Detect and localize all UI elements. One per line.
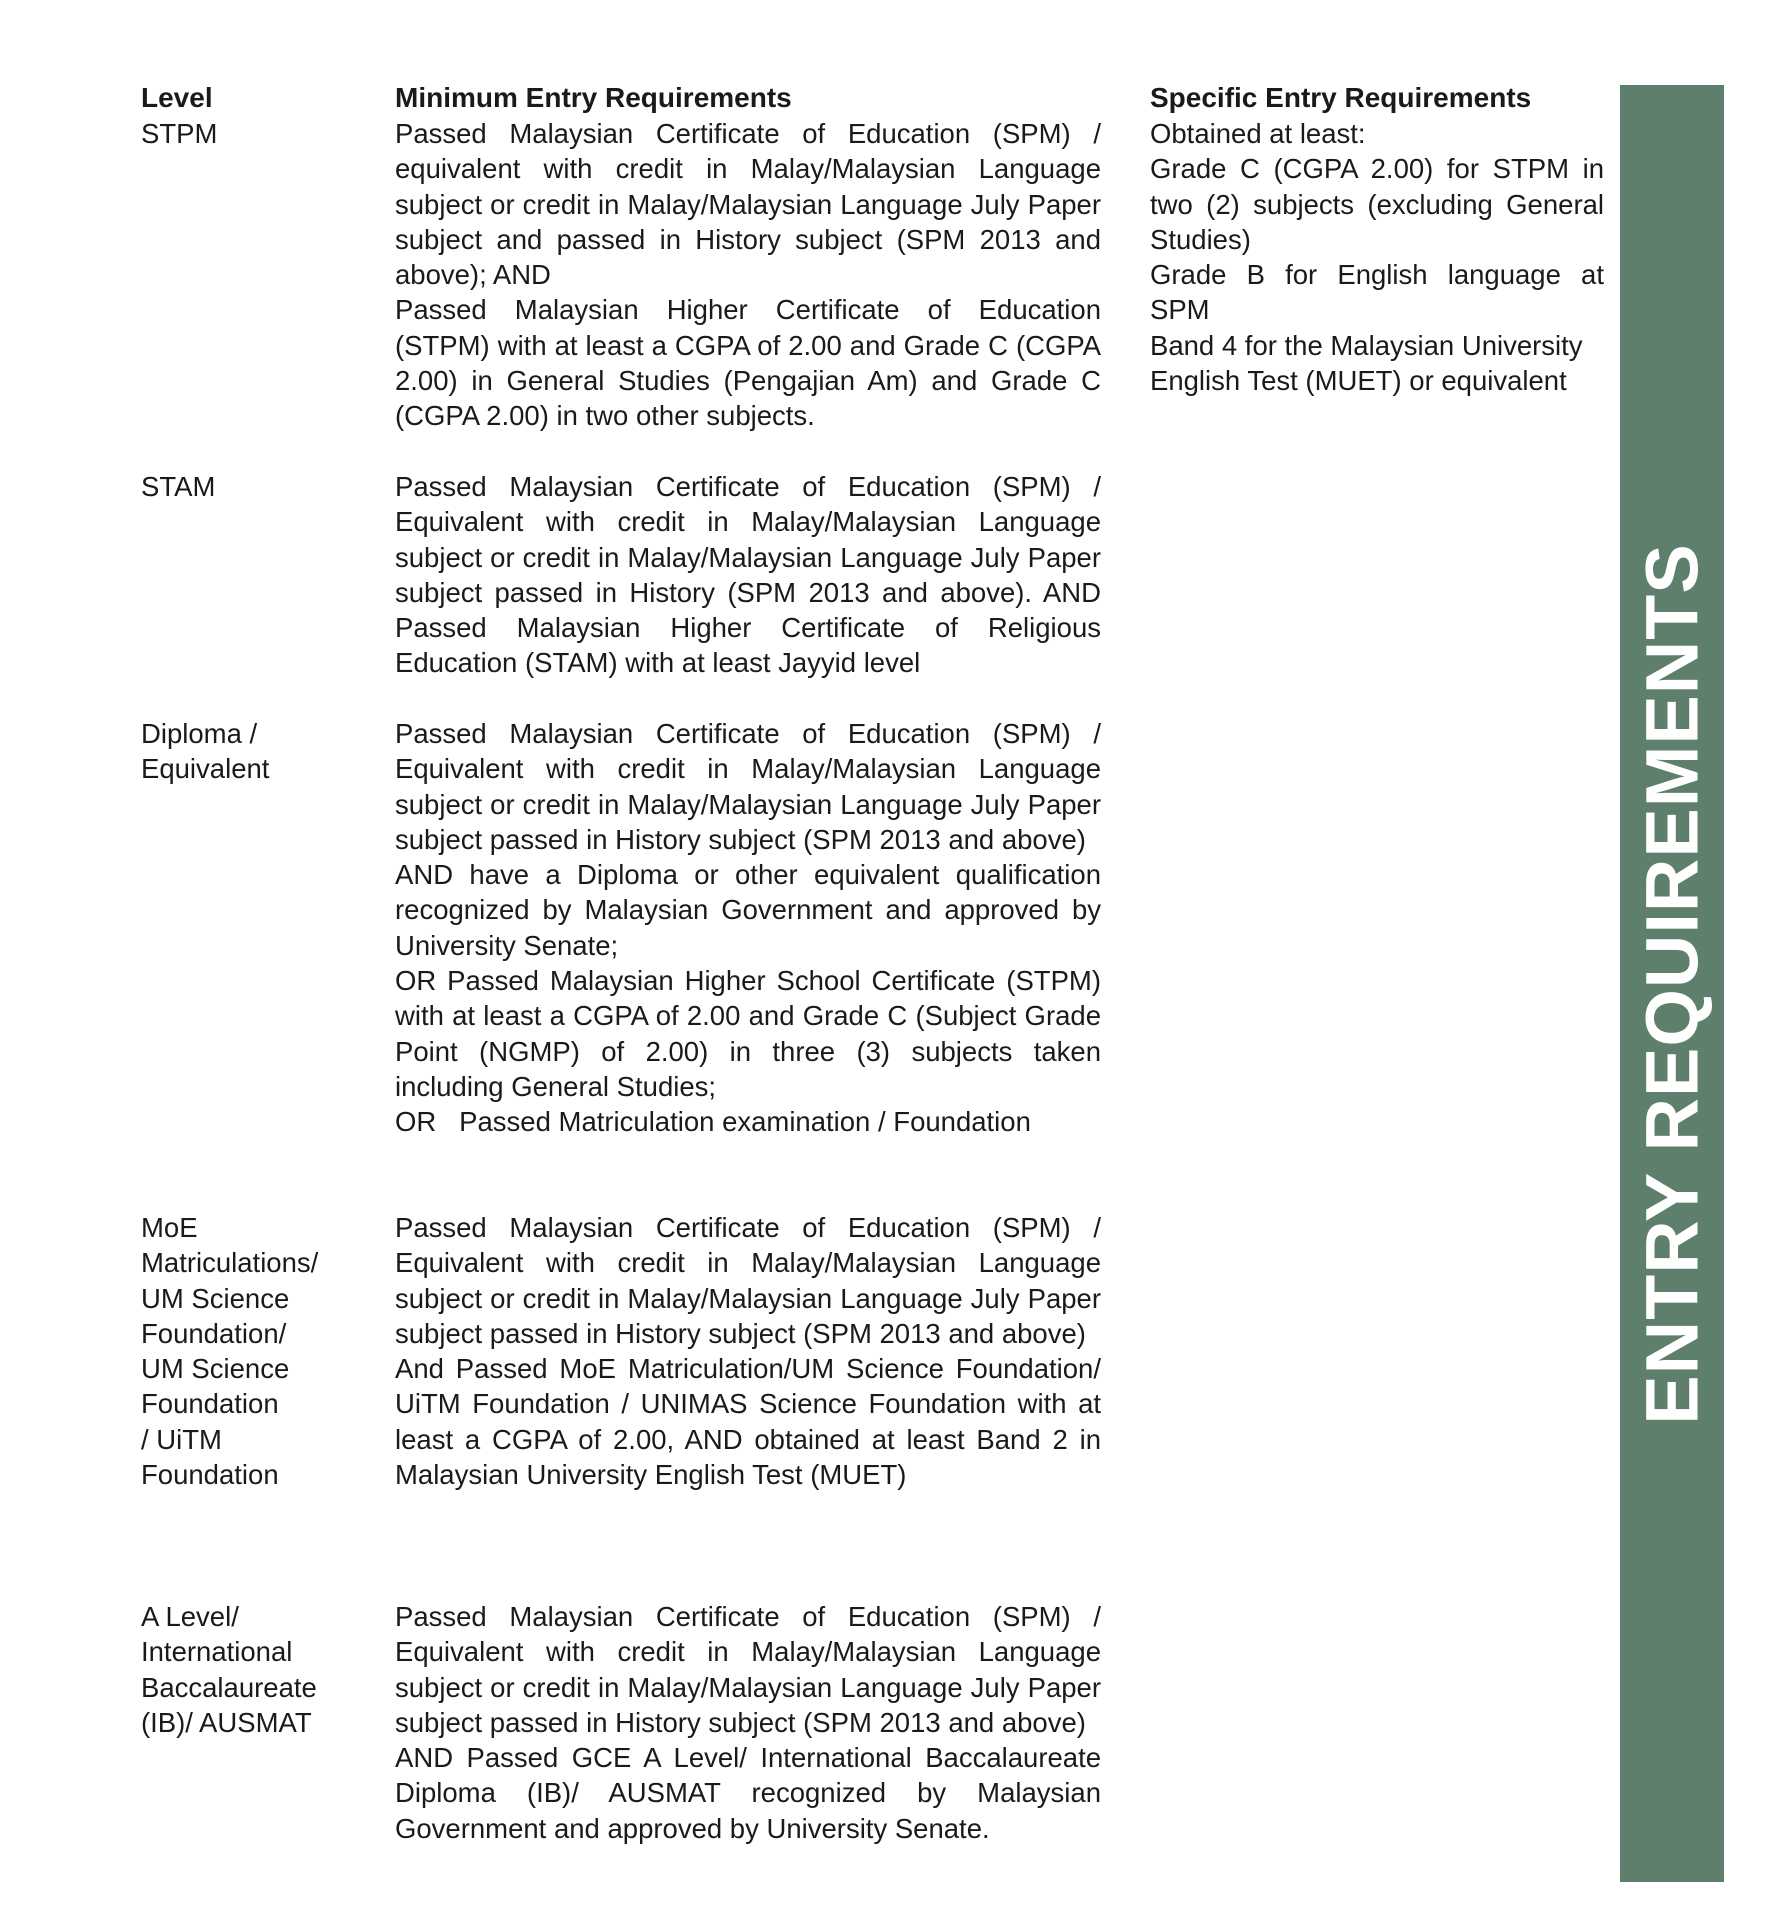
level-label: A Level/ International Baccalaureate (IB)/ AUSMAT (141, 1601, 317, 1738)
requirement-paragraph: Passed Malaysian Certificate of Education (SPM) / equivalent with credit in Malay/Malaysian Language subject or credit in Malay/Malaysian Language July Paper subject and passed in History subject (SPM 2013 and above); AND (395, 118, 1101, 291)
requirement-paragraph: AND have a Diploma or other equivalent qualification recognized by Malaysian Government and approved by University Senate; (395, 859, 1101, 961)
specific-requirement-item: Grade B for English language at SPM (1150, 259, 1604, 326)
level-label: STPM (141, 118, 218, 149)
minimum-requirements-column-header: Minimum Entry Requirements (395, 82, 792, 113)
level-label: MoE Matriculations/ UM Science Foundation/ UM Science Foundation / UiTM Foundation (141, 1212, 319, 1491)
specific-requirements-list (1150, 116, 1604, 398)
requirement-paragraph: And Passed MoE Matriculation/UM Science Foundation/ UiTM Foundation / UNIMAS Science Foundation with at least a CGPA of 2.00, AND obtained at least Band 2 in Malaysian University English Test (MUET) (395, 1353, 1101, 1491)
minimum-requirement-text (395, 469, 1101, 681)
minimum-requirement-text (395, 716, 1101, 1140)
minimum-requirement-text (395, 116, 1101, 434)
requirement-paragraph: Passed Malaysian Certificate of Education (SPM) / Equivalent with credit in Malay/Malaysian Language subject or credit in Malay/Malaysian Language July Paper subject passed in History subject (SPM 2013 and above) (395, 1212, 1101, 1349)
level-column-header: Level (141, 82, 213, 113)
level-label: STAM (141, 471, 216, 502)
level-label: Diploma / Equivalent (141, 718, 270, 785)
minimum-requirement-text (395, 1210, 1101, 1492)
specific-requirement-item: Grade C (CGPA 2.00) for STPM in two (2) subjects (excluding General Studies) (1150, 153, 1604, 255)
specific-requirements-column-header: Specific Entry Requirements (1150, 82, 1532, 113)
side-title-band (1620, 85, 1724, 1882)
specific-requirement-intro: Obtained at least: (1150, 118, 1366, 149)
minimum-requirement-text (395, 1599, 1101, 1846)
specific-requirement-item: Band 4 for the Malaysian University English Test (MUET) or equivalent (1150, 329, 1583, 397)
requirement-paragraph: Passed Malaysian Certificate of Education (SPM) / Equivalent with credit in Malay/Malaysian Language subject or credit in Malay/Malaysian Language July Paper subject passed in History subject (SPM 2013 and above) (395, 718, 1101, 855)
requirement-paragraph: OR Passed Malaysian Higher School Certificate (STPM) with at least a CGPA of 2.00 and Grade C (Subject Grade Point (NGMP) of 2.00) in three (3) subjects taken including General Studies; (395, 965, 1101, 1102)
requirement-paragraph: Passed Malaysian Certificate of Education (SPM) / Equivalent with credit in Malay/Malaysian Language subject or credit in Malay/Malaysian Language July Paper subject passed in History (SPM 2013 and above). AND Passed Malaysian Higher Certificate of Religious Education (STAM) with at least Jayyid level (395, 471, 1101, 679)
requirement-paragraph: AND Passed GCE A Level/ International Baccalaureate Diploma (IB)/ AUSMAT recognized by Malaysian Government and approved by University Senate. (395, 1742, 1101, 1844)
requirement-paragraph: OR Passed Matriculation examination / Foundation (395, 1106, 1031, 1138)
requirement-paragraph: Passed Malaysian Certificate of Education (SPM) / Equivalent with credit in Malay/Malaysian Language subject or credit in Malay/Malaysian Language July Paper subject passed in History subject (SPM 2013 and above) (395, 1601, 1101, 1738)
requirement-paragraph: Passed Malaysian Higher Certificate of Education (STPM) with at least a CGPA of 2.00 and Grade C (CGPA 2.00) in General Studies (Pengajian Am) and Grade C (CGPA 2.00) in two other subjects. (395, 294, 1101, 432)
side-title: ENTRY REQUIREMENTS (1630, 542, 1714, 1425)
